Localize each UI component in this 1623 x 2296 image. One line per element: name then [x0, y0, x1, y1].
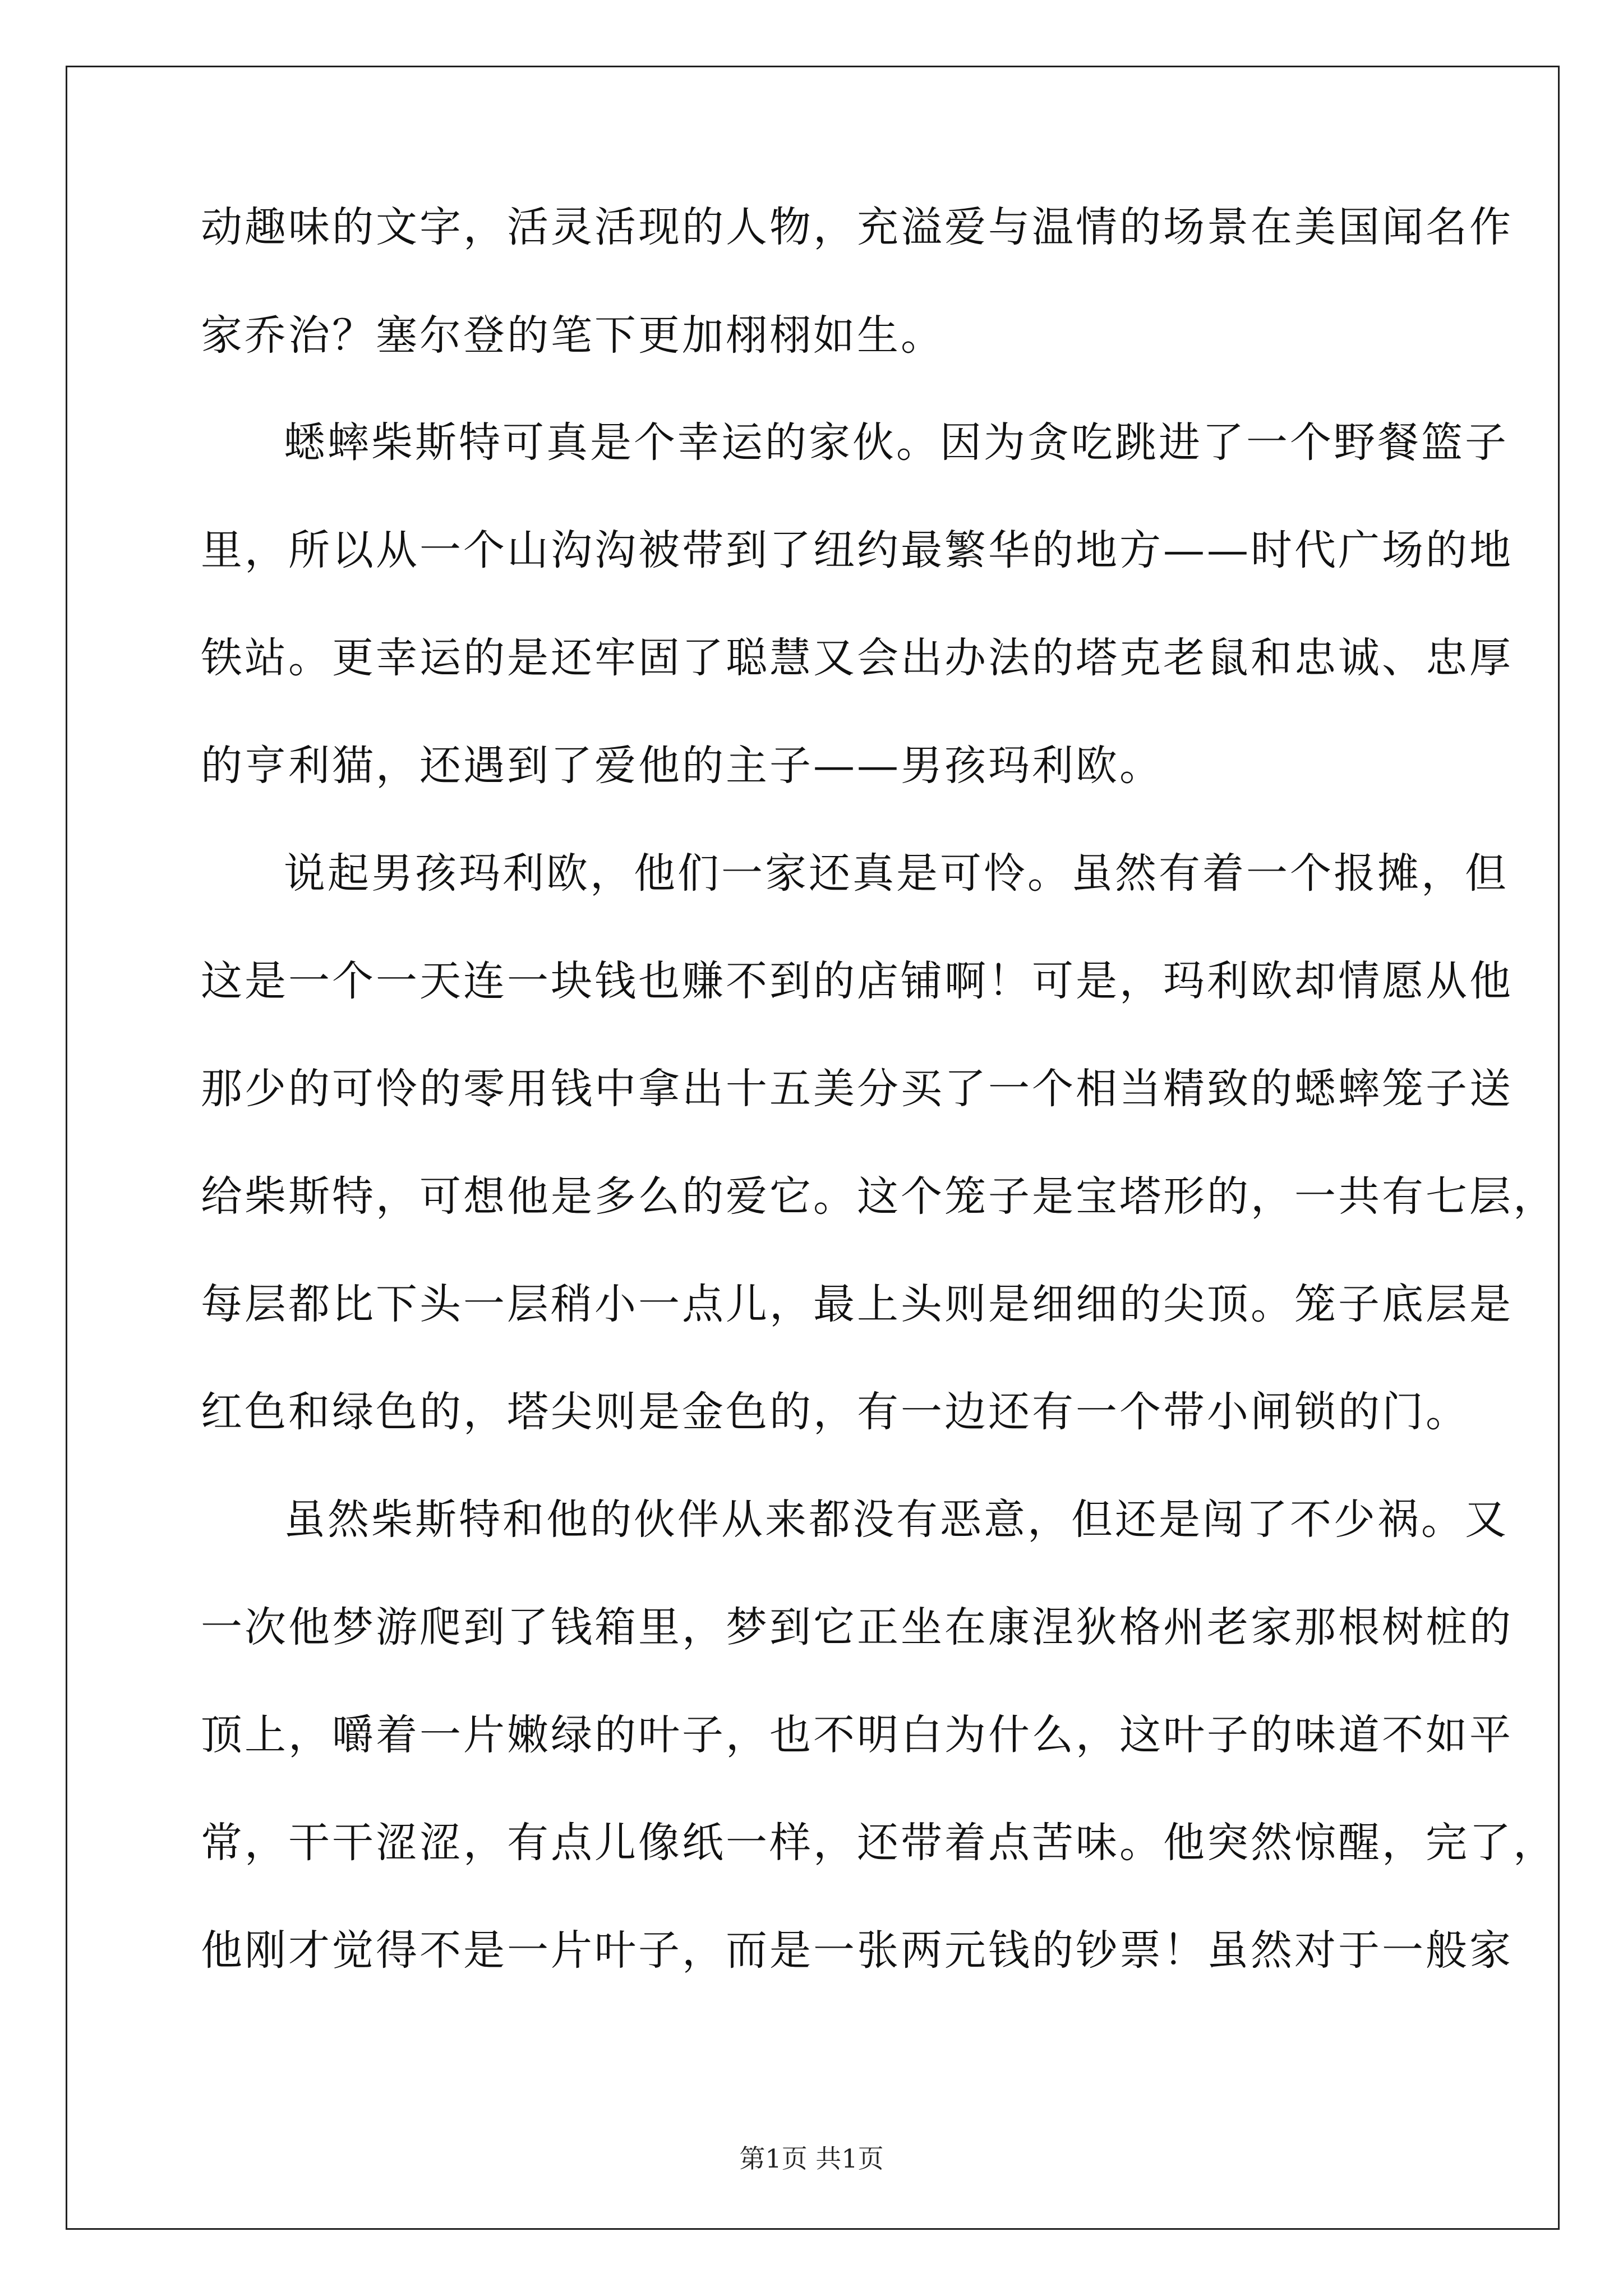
paragraph-first-line: 蟋蟀柴斯特可真是个幸运的家伙。因为贪吃跳进了一个野餐篮子 [284, 418, 1509, 467]
text-line: 每层都比下头一层稍小一点儿，最上头则是细细的尖顶。笼子底层是 [201, 1280, 1513, 1328]
text-line: 那少的可怜的零用钱中拿出十五美分买了一个相当精致的蟋蟀笼子送 [201, 1065, 1513, 1113]
text-line: 红色和绿色的，塔尖则是金色的，有一边还有一个带小闸锁的门。 [201, 1388, 1469, 1436]
text-line: 铁站。更幸运的是还牢固了聪慧又会出办法的塔克老鼠和忠诚、忠厚 [201, 634, 1513, 682]
page-border [66, 66, 1560, 2230]
text-line: 顶上，嚼着一片嫩绿的叶子，也不明白为什么，这叶子的味道不如平 [201, 1711, 1513, 1759]
text-line: 家乔治？塞尔登的笔下更加栩栩如生。 [201, 311, 944, 360]
text-line: 的亨利猫，还遇到了爱他的主子——男孩玛利欧。 [201, 742, 1163, 790]
page-number-footer: 第1页 共1页 [739, 2143, 884, 2174]
text-line: 动趣味的文字，活灵活现的人物，充溢爱与温情的场景在美国闻名作 [201, 203, 1513, 251]
text-line: 一次他梦游爬到了钱箱里，梦到它正坐在康涅狄格州老家那根树桩的 [201, 1603, 1513, 1651]
text-line: 里，所以从一个山沟沟被带到了纽约最繁华的地方——时代广场的地 [201, 526, 1513, 574]
text-line: 给柴斯特，可想他是多么的爱它。这个笼子是宝塔形的，一共有七层， [201, 1172, 1557, 1221]
paragraph-first-line: 说起男孩玛利欧，他们一家还真是可怜。虽然有着一个报摊，但 [284, 849, 1509, 898]
text-line: 常，干干涩涩，有点儿像纸一样，还带着点苦味。他突然惊醒，完了， [201, 1819, 1557, 1867]
text-line: 这是一个一天连一块钱也赚不到的店铺啊！可是，玛利欧却情愿从他 [201, 957, 1513, 1005]
text-line: 他刚才觉得不是一片叶子，而是一张两元钱的钞票！虽然对于一般家 [201, 1926, 1513, 1975]
paragraph-first-line: 虽然柴斯特和他的伙伴从来都没有恶意，但还是闯了不少祸。又 [284, 1496, 1509, 1544]
